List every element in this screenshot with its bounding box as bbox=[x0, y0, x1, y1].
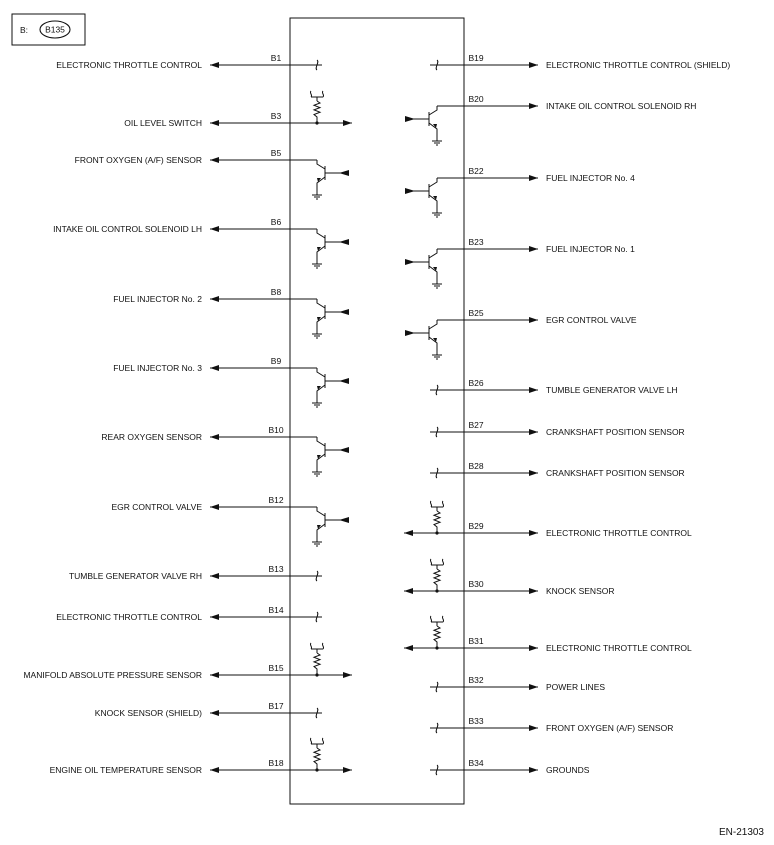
connector-id: B135 bbox=[45, 24, 65, 35]
pin-b13 bbox=[69, 564, 322, 581]
arrowhead-icon bbox=[210, 767, 219, 773]
pin-number: B30 bbox=[468, 579, 484, 589]
arrowhead-icon bbox=[529, 645, 538, 651]
pin-b17 bbox=[95, 701, 322, 718]
pin-label: GROUNDS bbox=[546, 765, 590, 775]
pin-b28 bbox=[430, 461, 685, 478]
pin-number: B34 bbox=[468, 758, 484, 768]
pin-b10 bbox=[101, 425, 349, 476]
arrowhead-icon bbox=[529, 62, 538, 68]
transistor-icon bbox=[312, 299, 349, 338]
ground-icon bbox=[432, 284, 442, 288]
pin-number: B17 bbox=[268, 701, 284, 711]
arrowhead-icon bbox=[210, 434, 219, 440]
pin-number: B10 bbox=[268, 425, 284, 435]
pin-label: FUEL INJECTOR No. 3 bbox=[113, 363, 202, 373]
transistor-icon bbox=[312, 160, 349, 199]
pin-label: CRANKSHAFT POSITION SENSOR bbox=[546, 468, 685, 478]
pin-b18 bbox=[50, 738, 352, 775]
pin-number: B31 bbox=[468, 636, 484, 646]
arrowhead-icon bbox=[529, 767, 538, 773]
pin-b22 bbox=[405, 166, 635, 217]
arrowhead-icon bbox=[529, 246, 538, 252]
pin-b8 bbox=[113, 287, 349, 338]
pin-b5 bbox=[75, 148, 349, 199]
arrowhead-icon bbox=[529, 530, 538, 536]
pin-number: B28 bbox=[468, 461, 484, 471]
pin-label: KNOCK SENSOR bbox=[546, 586, 615, 596]
pin-number: B29 bbox=[468, 521, 484, 531]
pin-number: B19 bbox=[468, 53, 484, 63]
arrowhead-icon bbox=[210, 365, 219, 371]
pullup-resistor-icon bbox=[430, 501, 443, 535]
pin-number: B9 bbox=[270, 356, 282, 366]
pin-label: ELECTRONIC THROTTLE CONTROL bbox=[546, 528, 692, 538]
transistor-icon bbox=[312, 507, 349, 546]
arrowhead-icon bbox=[210, 504, 219, 510]
arrowhead-icon bbox=[210, 614, 219, 620]
pin-label: POWER LINES bbox=[546, 682, 606, 692]
pin-label: ELECTRONIC THROTTLE CONTROL (SHIELD) bbox=[546, 60, 731, 70]
pin-label: ELECTRONIC THROTTLE CONTROL bbox=[546, 643, 692, 653]
arrowhead-icon bbox=[404, 530, 413, 536]
pin-label: INTAKE OIL CONTROL SOLENOID RH bbox=[546, 101, 697, 111]
arrowhead-icon bbox=[210, 573, 219, 579]
pin-label: EGR CONTROL VALVE bbox=[111, 502, 202, 512]
arrowhead-icon bbox=[529, 103, 538, 109]
transistor-icon bbox=[405, 178, 442, 217]
ground-icon bbox=[312, 472, 322, 476]
arrowhead-icon bbox=[529, 317, 538, 323]
arrowhead-icon bbox=[210, 710, 219, 716]
pin-number: B3 bbox=[270, 111, 282, 121]
transistor-icon bbox=[312, 229, 349, 268]
pin-b9 bbox=[113, 356, 349, 407]
pin-b27 bbox=[430, 420, 685, 437]
arrowhead-icon bbox=[343, 767, 352, 773]
pin-number: B32 bbox=[468, 675, 484, 685]
pin-label: OIL LEVEL SWITCH bbox=[124, 118, 202, 128]
arrowhead-icon bbox=[529, 588, 538, 594]
pin-number: B27 bbox=[468, 420, 484, 430]
pin-number: B18 bbox=[268, 758, 284, 768]
pin-b19 bbox=[430, 53, 730, 70]
arrowhead-icon bbox=[343, 120, 352, 126]
pin-number: B12 bbox=[268, 495, 284, 505]
pin-b34 bbox=[430, 758, 590, 775]
pin-label: ENGINE OIL TEMPERATURE SENSOR bbox=[49, 765, 202, 775]
pin-label: FRONT OXYGEN (A/F) SENSOR bbox=[546, 723, 674, 733]
figure-code: EN-21303 bbox=[718, 827, 764, 838]
pin-b3 bbox=[124, 91, 352, 128]
pin-label: EGR CONTROL VALVE bbox=[546, 315, 637, 325]
pin-number: B15 bbox=[268, 663, 284, 673]
pin-b32 bbox=[430, 675, 605, 692]
pin-b25 bbox=[405, 308, 637, 359]
arrowhead-icon bbox=[343, 672, 352, 678]
ground-icon bbox=[312, 542, 322, 546]
transistor-icon bbox=[405, 249, 442, 288]
arrowhead-icon bbox=[529, 175, 538, 181]
pin-number: B33 bbox=[468, 716, 484, 726]
pin-b30 bbox=[404, 559, 615, 596]
pin-number: B6 bbox=[270, 217, 282, 227]
ground-icon bbox=[312, 195, 322, 199]
pin-number: B23 bbox=[468, 237, 484, 247]
pin-b14 bbox=[56, 605, 322, 622]
pin-b26 bbox=[430, 378, 678, 395]
arrowhead-icon bbox=[529, 429, 538, 435]
arrowhead-icon bbox=[210, 226, 219, 232]
pullup-resistor-icon bbox=[430, 559, 443, 593]
pin-number: B13 bbox=[268, 564, 284, 574]
ground-icon bbox=[432, 355, 442, 359]
ground-icon bbox=[312, 264, 322, 268]
pin-label: KNOCK SENSOR (SHIELD) bbox=[94, 708, 202, 718]
arrowhead-icon bbox=[210, 62, 219, 68]
pin-number: B1 bbox=[270, 53, 282, 63]
pin-label: REAR OXYGEN SENSOR bbox=[101, 432, 202, 442]
transistor-icon bbox=[405, 106, 442, 145]
pin-b31 bbox=[404, 616, 692, 653]
pin-label: ELECTRONIC THROTTLE CONTROL bbox=[56, 612, 202, 622]
ground-icon bbox=[432, 141, 442, 145]
pullup-resistor-icon bbox=[430, 616, 443, 650]
pin-label: FUEL INJECTOR No. 1 bbox=[546, 244, 635, 254]
pin-b20 bbox=[405, 94, 696, 145]
arrowhead-icon bbox=[404, 645, 413, 651]
ground-icon bbox=[312, 334, 322, 338]
ecm-body bbox=[290, 18, 464, 804]
arrowhead-icon bbox=[529, 725, 538, 731]
connector-prefix: B: bbox=[20, 25, 29, 35]
transistor-icon bbox=[312, 368, 349, 407]
arrowhead-icon bbox=[210, 120, 219, 126]
pin-label: ELECTRONIC THROTTLE CONTROL bbox=[56, 60, 202, 70]
pullup-resistor-icon bbox=[310, 91, 323, 125]
pin-number: B25 bbox=[468, 308, 484, 318]
pin-number: B5 bbox=[270, 148, 282, 158]
arrowhead-icon bbox=[529, 387, 538, 393]
arrowhead-icon bbox=[210, 672, 219, 678]
pin-label: TUMBLE GENERATOR VALVE RH bbox=[68, 571, 202, 581]
pin-number: B14 bbox=[268, 605, 284, 615]
arrowhead-icon bbox=[529, 470, 538, 476]
pin-b23 bbox=[405, 237, 635, 288]
pin-label: FRONT OXYGEN (A/F) SENSOR bbox=[74, 155, 202, 165]
pin-b33 bbox=[430, 716, 673, 733]
arrowhead-icon bbox=[210, 296, 219, 302]
pin-number: B26 bbox=[468, 378, 484, 388]
connector-reference bbox=[12, 14, 85, 45]
transistor-icon bbox=[405, 320, 442, 359]
arrowhead-icon bbox=[210, 157, 219, 163]
ground-icon bbox=[312, 403, 322, 407]
pullup-resistor-icon bbox=[310, 643, 323, 677]
ground-icon bbox=[432, 213, 442, 217]
pin-label: FUEL INJECTOR No. 2 bbox=[113, 294, 202, 304]
pullup-resistor-icon bbox=[310, 738, 323, 772]
pin-b6 bbox=[53, 217, 349, 268]
arrowhead-icon bbox=[529, 684, 538, 690]
pin-b15 bbox=[23, 643, 352, 680]
transistor-icon bbox=[312, 437, 349, 476]
pin-number: B20 bbox=[468, 94, 484, 104]
pin-b12 bbox=[111, 495, 349, 546]
pin-b29 bbox=[404, 501, 692, 538]
pin-wires bbox=[23, 53, 730, 775]
pin-label: CRANKSHAFT POSITION SENSOR bbox=[546, 427, 685, 437]
pin-label: TUMBLE GENERATOR VALVE LH bbox=[546, 385, 678, 395]
pin-b1 bbox=[56, 53, 322, 70]
pin-number: B22 bbox=[468, 166, 484, 176]
pin-number: B8 bbox=[270, 287, 282, 297]
arrowhead-icon bbox=[404, 588, 413, 594]
pin-label: MANIFOLD ABSOLUTE PRESSURE SENSOR bbox=[23, 670, 202, 680]
pin-label: INTAKE OIL CONTROL SOLENOID LH bbox=[53, 224, 202, 234]
pin-label: FUEL INJECTOR No. 4 bbox=[546, 173, 635, 183]
